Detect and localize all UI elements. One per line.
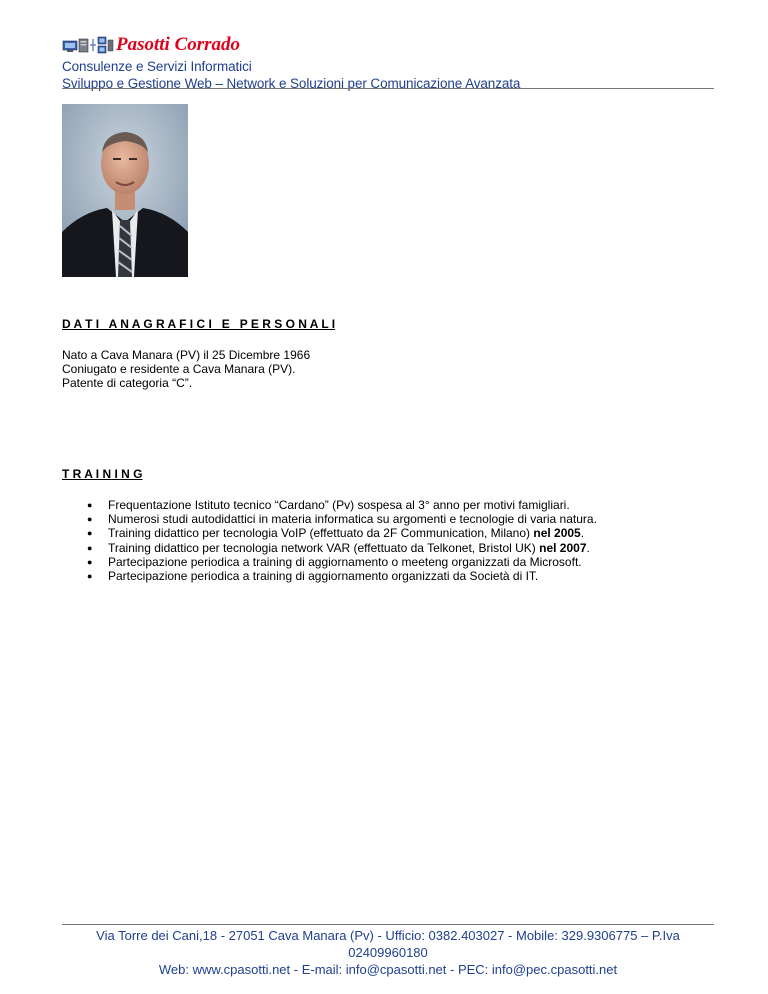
training-list <box>87 498 597 583</box>
personal-line: Patente di categoria “C”. <box>62 376 193 390</box>
network-computers-icon <box>62 35 114 55</box>
footer-contacts: Web: www.cpasotti.net - E-mail: info@cpasotti.net - PEC: info@pec.cpasotti.net <box>158 962 618 977</box>
bullet-icon: ● <box>87 556 93 567</box>
list-item: ● Partecipazione periodica a training di aggiornamento o meeteng organizzati da Microsoft. <box>87 554 582 569</box>
header-tagline-1: Consulenze e Servizi Informatici <box>62 59 252 74</box>
section-title-personal: D A T I A N A G R A F I C I E P E R S O N A L I <box>62 317 336 331</box>
bullet-icon: ● <box>87 528 93 539</box>
header-tagline-2: Sviluppo e Gestione Web – Network e Soluzioni per Comunicazione Avanzata <box>62 76 521 91</box>
header-divider <box>62 88 714 89</box>
list-item: ● Training didattico per tecnologia network VAR (effettuato da Telkonet, Bristol UK) nel 2007. <box>87 540 590 555</box>
profile-photo <box>62 104 188 277</box>
list-item: ● Partecipazione periodica a training di aggiornamento organizzati da Società di IT. <box>87 569 539 584</box>
footer-address: Via Torre dei Cani,18 - 27051 Cava Manara (Pv) - Ufficio: 0382.403027 - Mobile: 329.9306775 – P.Iva 02409960180 <box>96 928 680 960</box>
bullet-icon: ● <box>87 500 93 510</box>
section-title-training: T R A I N I N G <box>62 467 143 481</box>
personal-line: Nato a Cava Manara (PV) il 25 Dicembre 1966 <box>62 348 311 362</box>
brand-name: Pasotti Corrado <box>116 34 241 55</box>
personal-line: Coniugato e residente a Cava Manara (PV). <box>62 362 296 376</box>
logo-row <box>62 34 714 56</box>
letterhead <box>62 34 714 92</box>
list-item: ● Numerosi studi autodidattici in materia informatica su argomenti e tecnologie di varia natura. <box>87 512 597 527</box>
bullet-icon: ● <box>87 571 93 582</box>
bullet-icon: ● <box>87 514 93 525</box>
personal-details <box>62 348 310 390</box>
footer-divider <box>62 924 714 925</box>
footer <box>62 927 714 978</box>
list-item: ● Training didattico per tecnologia VoIP (effettuato da 2F Communication, Milano) nel 2005. <box>87 526 585 541</box>
bullet-icon: ● <box>87 542 93 553</box>
list-item: ● Frequentazione Istituto tecnico “Cardano” (Pv) sospesa al 3° anno per motivi famigliari. <box>87 498 570 512</box>
